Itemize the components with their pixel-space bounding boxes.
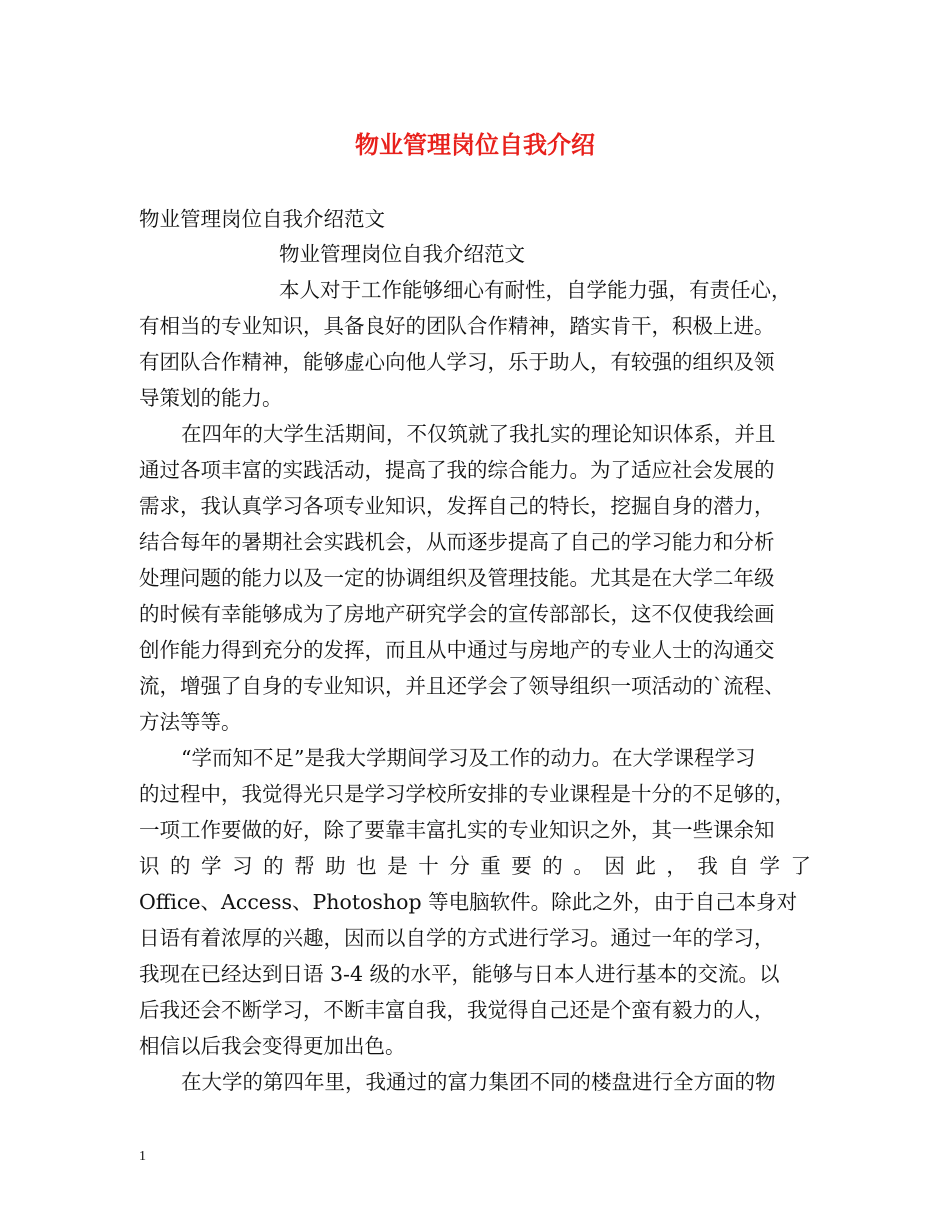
indented-subtitle-line: 物业管理岗位自我介绍范文 [279, 242, 525, 266]
body-line: Office、Access、Photoshop 等电脑软件。除此之外，由于自己本身对 [139, 890, 798, 914]
body-line: 导策划的能力。 [139, 386, 283, 410]
body-line: 本人对于工作能够细心有耐性，自学能力强，有责任心， [279, 278, 792, 302]
body-line: 处理问题的能力以及一定的协调组织及管理技能。尤其是在大学二年级 [139, 566, 775, 590]
body-line: 结合每年的暑期社会实践机会，从而逐步提高了自己的学习能力和分析 [139, 530, 775, 554]
body-line: 日语有着浓厚的兴趣，因而以自学的方式进行学习。通过一年的学习， [139, 926, 775, 950]
body-line: 流，增强了自身的专业知识，并且还学会了领导组织一项活动的`流程、 [139, 674, 785, 698]
body-line: 方法等等。 [139, 710, 242, 734]
body-line: 的过程中，我觉得光只是学习学校所安排的专业课程是十分的不足够的， [139, 782, 795, 806]
body-line: 相信以后我会变得更加出色。 [139, 1034, 406, 1058]
body-line: 创作能力得到充分的发挥，而且从中通过与房地产的专业人士的沟通交 [139, 638, 775, 662]
body-line: 在四年的大学生活期间，不仅筑就了我扎实的理论知识体系，并且 [181, 422, 776, 446]
document-title: 物业管理岗位自我介绍 [355, 130, 595, 159]
body-line: 我现在已经达到日语 3-4 级的水平，能够与日本人进行基本的交流。以 [139, 962, 780, 986]
body-line: 需求，我认真学习各项专业知识，发挥自己的特长，挖掘自身的潜力， [139, 494, 775, 518]
body-line: 一项工作要做的好，除了要靠丰富扎实的专业知识之外，其一些课余知 [139, 818, 775, 842]
body-line: 的时候有幸能够成为了房地产研究学会的宣传部部长，这不仅使我绘画 [139, 602, 775, 626]
body-line: “学而知不足”是我大学期间学习及工作的动力。在大学课程学习 [181, 746, 756, 770]
subtitle-line: 物业管理岗位自我介绍范文 [139, 207, 385, 231]
body-line: 识 的 学 习 的 帮 助 也 是 十 分 重 要 的 。 因 此 ， 我 自 学 了 [139, 854, 811, 878]
body-line: 通过各项丰富的实践活动，提高了我的综合能力。为了适应社会发展的 [139, 458, 775, 482]
page-number: 1 [139, 1149, 146, 1164]
body-line: 有相当的专业知识，具备良好的团队合作精神，踏实肯干，积极上进。 [139, 314, 775, 338]
body-line: 在大学的第四年里，我通过的富力集团不同的楼盘进行全方面的物 [181, 1070, 776, 1094]
body-line: 后我还会不断学习，不断丰富自我，我觉得自己还是个蛮有毅力的人， [139, 998, 775, 1022]
body-line: 有团队合作精神，能够虚心向他人学习，乐于助人，有较强的组织及领 [139, 350, 775, 374]
